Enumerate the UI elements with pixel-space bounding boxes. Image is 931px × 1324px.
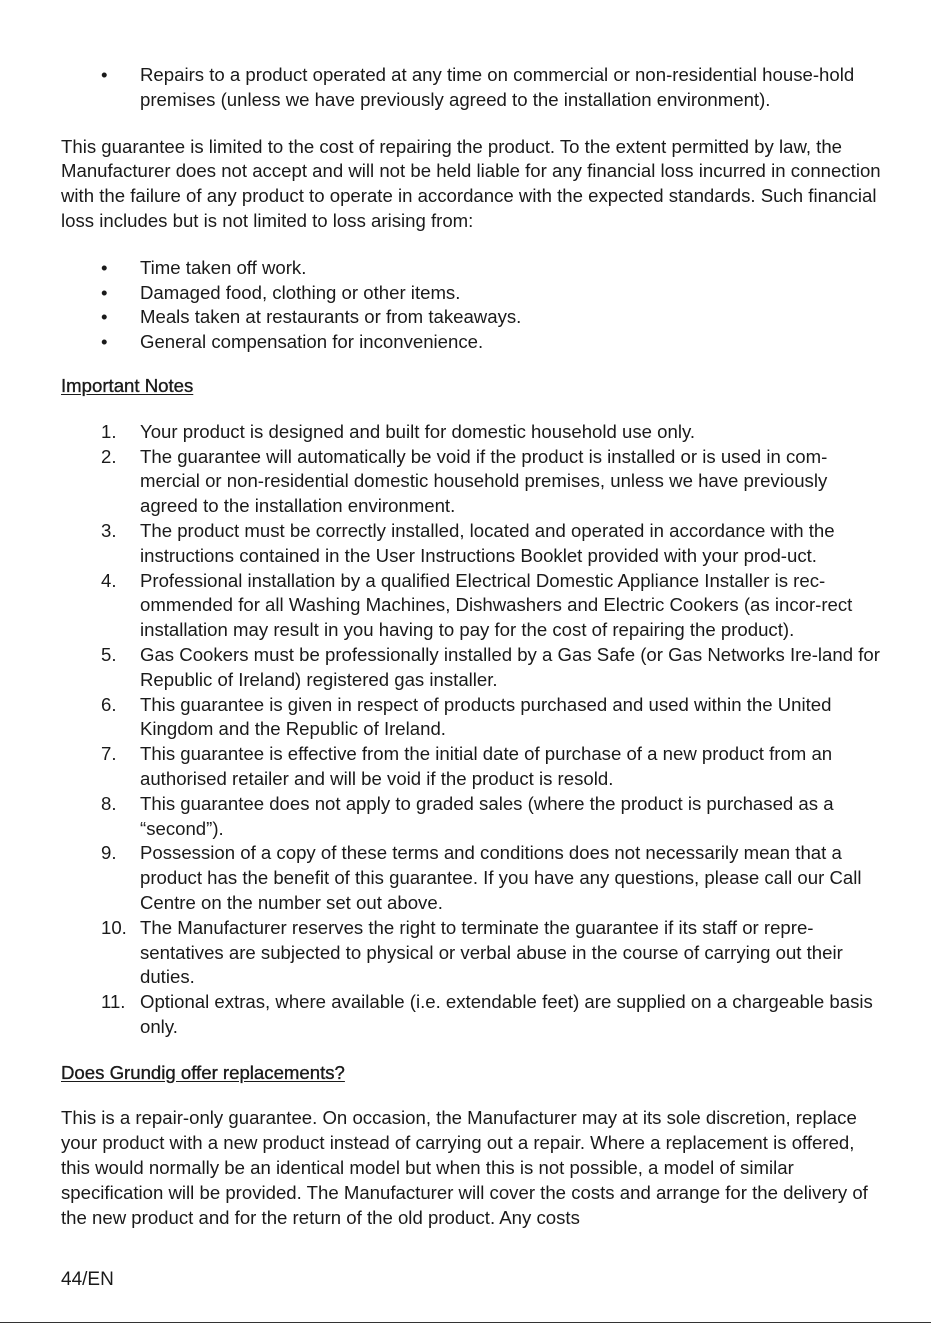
note-number: 5. <box>101 643 117 665</box>
important-notes-heading: Important Notes <box>61 374 194 396</box>
bottom-divider <box>0 1322 931 1323</box>
note-number: 9. <box>101 842 117 864</box>
note-text: The guarantee will automatically be void if the product is installed or is used in com-mercial or non-residential domestic household premises, unless we have previously agreed to the installation environment. <box>140 445 828 517</box>
bullet-text: Repairs to a product operated at any time on commercial or non-residential house-hold premises (unless we have previously agreed to the installation environment). <box>140 64 855 110</box>
note-text: Optional extras, where available (i.e. extendable feet) are supplied on a chargeable basis only. <box>140 991 873 1037</box>
replacements-paragraph: This is a repair-only guarantee. On occasion, the Manufacturer may at its sole discretion, replace your product with a new product instead of carrying out a repair. Where a replacement is offered, this would normally be an identical model but when this is not possible, a model of similar specification will be provided. The Manufacturer will cover the costs and arrange for the delivery of the new product and for the return of the old product. Any costs <box>61 1107 868 1228</box>
list-item <box>61 916 881 990</box>
list-item <box>61 63 881 113</box>
note-text: This guarantee is given in respect of products purchased and used within the United Kingdom and the Republic of Ireland. <box>140 693 832 740</box>
bullet-marker: • <box>101 64 108 85</box>
bullet-marker: • <box>101 331 108 353</box>
list-item <box>61 792 881 842</box>
note-text: Possession of a copy of these terms and conditions does not necessarily mean that a product has the benefit of this guarantee. If you have any questions, please call our Call Centre on the number set out above. <box>140 842 862 913</box>
bullet-text: General compensation for inconvenience. <box>140 331 484 353</box>
note-text: Gas Cookers must be professionally installed by a Gas Safe (or Gas Networks Ire-land for Republic of Ireland) registered gas installer. <box>140 643 880 690</box>
note-number: 3. <box>101 519 117 541</box>
note-number: 10. <box>101 916 127 938</box>
list-item <box>61 256 881 281</box>
list-item <box>61 742 881 792</box>
intro-bullet-list <box>61 63 881 113</box>
note-text: This guarantee does not apply to graded sales (where the product is purchased as a “second”). <box>140 792 834 839</box>
replacements-heading: Does Grundig offer replacements? <box>61 1061 345 1083</box>
important-notes-list <box>61 420 881 1040</box>
loss-bullet-list <box>61 256 881 355</box>
note-text: Professional installation by a qualified Electrical Domestic Appliance Installer is rec-ommended for all Washing Machines, Dishwashers and Electric Cookers (as incor-rect installation may result in you having to pay for the cost of repairing the product). <box>140 569 853 641</box>
page-number: 44/EN <box>61 1269 114 1290</box>
list-item <box>61 693 881 743</box>
list-item <box>61 643 881 693</box>
note-text: Your product is designed and built for domestic household use only. <box>140 420 696 442</box>
list-item <box>61 445 881 519</box>
bullet-marker: • <box>101 256 108 278</box>
list-item <box>61 420 881 445</box>
list-item <box>61 330 881 355</box>
list-item <box>61 281 881 306</box>
list-item <box>61 841 881 915</box>
note-number: 6. <box>101 693 117 715</box>
note-number: 4. <box>101 569 117 591</box>
bullet-text: Damaged food, clothing or other items. <box>140 281 461 303</box>
bullet-marker: • <box>101 306 108 328</box>
bullet-text: Meals taken at restaurants or from takeaways. <box>140 306 522 328</box>
note-number: 1. <box>101 420 117 442</box>
list-item <box>61 990 881 1040</box>
document-page <box>61 63 881 1230</box>
note-text: This guarantee is effective from the initial date of purchase of a new product from an authorised retailer and will be void if the product is resold. <box>140 743 833 789</box>
note-number: 7. <box>101 743 117 765</box>
list-item <box>61 519 881 569</box>
bullet-text: Time taken off work. <box>140 256 307 278</box>
list-item <box>61 569 881 643</box>
note-text: The Manufacturer reserves the right to terminate the guarantee if its staff or repre-sentatives are subjected to physical or verbal abuse in the course of carrying out their duties. <box>140 916 843 988</box>
note-number: 8. <box>101 792 117 814</box>
note-text: The product must be correctly installed, located and operated in accordance with the instructions contained in the User Instructions Booklet provided with your prod-uct. <box>140 519 835 566</box>
list-item <box>61 305 881 330</box>
bullet-marker: • <box>101 281 108 303</box>
liability-paragraph: This guarantee is limited to the cost of repairing the product. To the extent permitted by law, the Manufacturer does not accept and will not be held liable for any financial loss incurred in connection with the failure of any product to operate in accordance with the expected standards. Such financial loss includes but is not limited to loss arising from: <box>61 135 881 231</box>
note-number: 2. <box>101 445 117 467</box>
note-number: 11. <box>101 991 126 1013</box>
